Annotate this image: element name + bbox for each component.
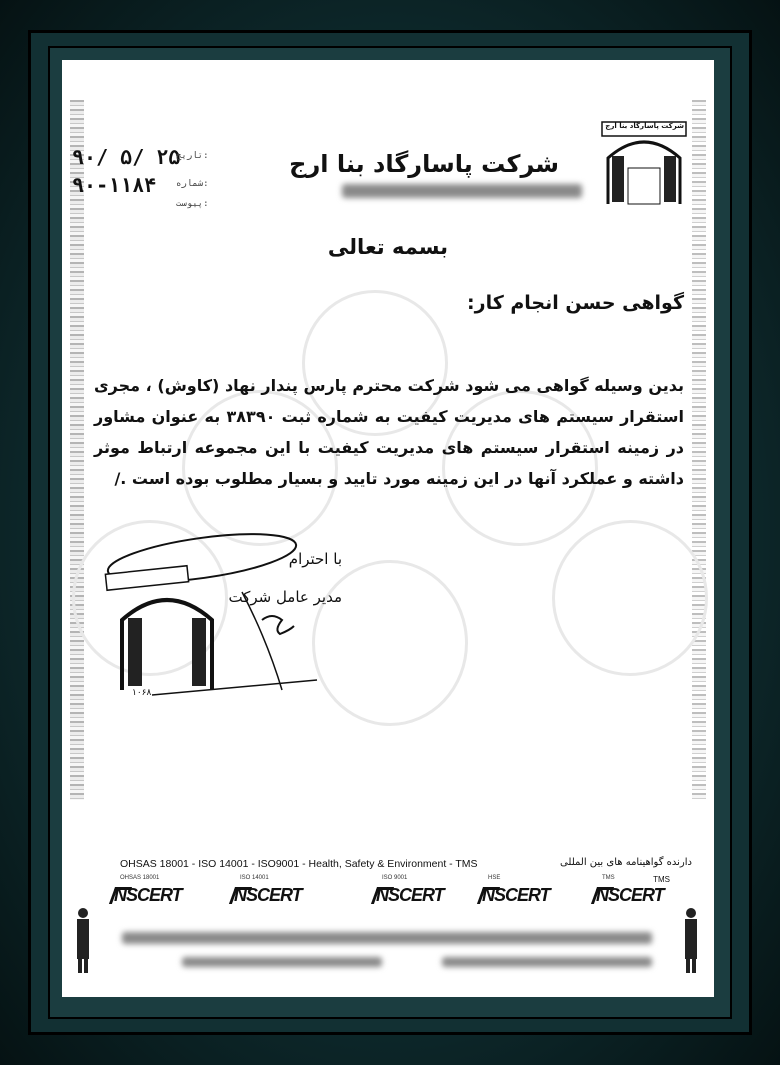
stamp-number: ۱۰۶۸ [132,688,152,698]
certification-logos [102,875,682,915]
scan-edge-right [692,100,706,800]
regards-text: با احترام [288,550,342,568]
nscert-logo: OHSAS 18001 NSCERT [102,875,192,915]
standards-line-fa: دارنده گواهینامه های بین المللی [560,857,692,868]
number-value: ۹۰-۱۱۸۴ [72,173,157,197]
nscert-logo: HSE NSCERT [470,875,560,915]
date-value: ۹۰/ ۵/ ۲۵ [72,145,181,169]
redacted-footer-line [442,957,652,967]
date-number-block [72,145,212,215]
nscert-logo: TMS TMS NSCERT [584,875,674,915]
nscert-logo: ISO 9001 NSCERT [364,875,454,915]
company-logo [598,118,690,208]
standards-line: OHSAS 18001 - ISO 14001 - ISO9001 - Health, Safety & Environment - TMS [120,858,478,870]
redacted-address [342,184,582,198]
number-label: شماره: [176,179,209,189]
watermark-ring [312,560,468,726]
persian-soldier-icon [680,905,702,975]
certificate-paper [62,60,714,997]
redacted-footer-line [182,957,382,967]
document-heading: گواهی حسن انجام کار: [467,292,684,314]
redacted-footer-line [122,932,652,944]
document-body: بدین وسیله گواهی می شود شرکت محترم پارس پندار نهاد (کاوش) ، مجری استقرار سیستم های مدیریت کیفیت به شماره ثبت ۳۸۳۹۰ به عنوان مشاور در زمینه استقرار سیستم های مدیریت کیفیت با این مجموعه ارتباط موثر داشته و عملکرد آنها در این زمینه مورد تایید و بسیار مطلوب بوده است ./ [94,376,685,488]
company-name: شرکت پاسارگاد بنا ارج [289,150,559,178]
attachment-label: پیوست: [176,199,209,209]
persian-soldier-icon [72,905,94,975]
company-stamp [92,530,322,700]
logo-text: شرکت پاسارگاد بنا ارج [605,122,684,130]
nscert-logo: ISO 14001 NSCERT [222,875,312,915]
date-label: تاریخ: [176,151,209,161]
watermark-ring [552,520,708,676]
document-title: بسمه تعالی [327,235,449,259]
signatory-title: مدیر عامل شرکت [228,588,342,606]
